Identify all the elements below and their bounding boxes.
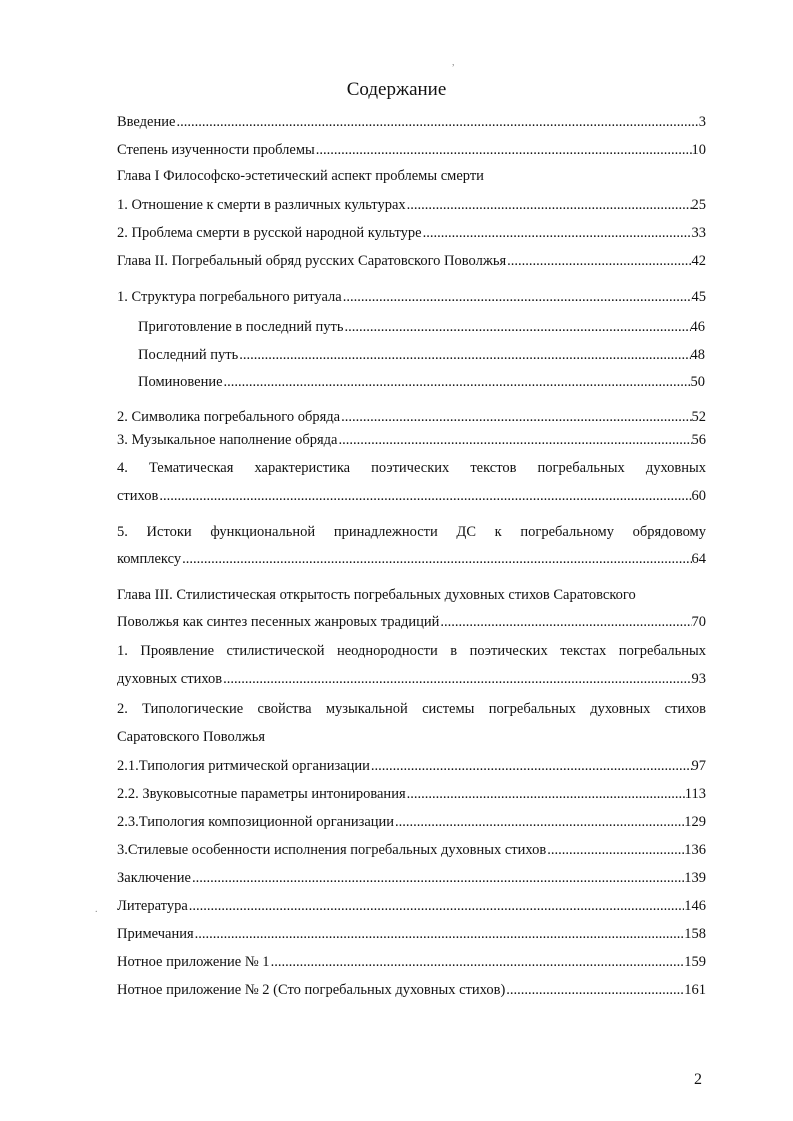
toc-entry: 1. Отношение к смерти в различных культурах ..... 25 — [117, 195, 706, 215]
toc-entry-line2: Саратовского Поволжья — [117, 729, 266, 745]
scan-mark: . — [95, 904, 98, 915]
toc-chapter-heading: Глава III. Стилистическая открытость погребальных духовных стихов Саратовского — [117, 587, 636, 603]
toc-entry: стихов ..... 60 — [117, 486, 706, 506]
toc-entry: Степень изученности проблемы ..... 10 — [117, 140, 706, 160]
toc-entry-line1: 5. Истоки функциональной принадлежности ДС к погребальному обрядовому — [117, 524, 706, 540]
toc-entry: 2. Символика погребального обряда ..... 52 — [117, 407, 706, 427]
toc-entry: 1. Структура погребального ритуала ..... 45 — [117, 287, 706, 307]
toc-subentry: Поминовение ..... 50 — [138, 372, 705, 392]
toc-entry: Примечания ..... 158 — [117, 924, 706, 944]
toc-entry: 3. Музыкальное наполнение обряда ..... 56 — [117, 430, 706, 450]
toc-subentry: Приготовление в последний путь ..... 46 — [138, 317, 705, 337]
scan-mark: , — [452, 57, 455, 68]
toc-entry: Заключение ..... 139 — [117, 868, 706, 888]
toc-entry: 2.1.Типология ритмической организации ..... 97 — [117, 756, 706, 776]
toc-entry: комплексу ..... 64 — [117, 549, 706, 569]
toc-entry: Введение ..... 3 — [117, 112, 706, 132]
toc-entry: 2.2. Звуковысотные параметры интонирования ..... 113 — [117, 784, 706, 804]
toc-entry: 2.3.Типология композиционной организации ..... 129 — [117, 812, 706, 832]
toc-entry: Литература ..... 146 — [117, 896, 706, 916]
toc-entry: 2. Проблема смерти в русской народной культуре ..... 33 — [117, 223, 706, 243]
page-number: 2 — [694, 1071, 702, 1088]
toc-entry-line1: 4. Тематическая характеристика поэтических текстов погребальных духовных — [117, 460, 706, 476]
toc-chapter-heading: Глава I Философско-эстетический аспект проблемы смерти — [117, 168, 484, 184]
page-title: Содержание — [346, 79, 447, 100]
toc-entry-line1: 2. Типологические свойства музыкальной системы погребальных духовных стихов — [117, 701, 706, 717]
toc-entry: 3.Стилевые особенности исполнения погребальных духовных стихов ..... 136 — [117, 840, 706, 860]
toc-subentry: Последний путь ..... 48 — [138, 345, 705, 365]
toc-entry: Нотное приложение № 1 ..... 159 — [117, 952, 706, 972]
toc-entry: Поволжья как синтез песенных жанровых традиций ..... 70 — [117, 612, 706, 632]
toc-entry: Глава II. Погребальный обряд русских Саратовского Поволжья ..... 42 — [117, 251, 706, 271]
toc-entry: Нотное приложение № 2 (Сто погребальных духовных стихов) ..... 161 — [117, 980, 706, 1000]
toc-entry-line1: 1. Проявление стилистической неоднородности в поэтических текстах погребальных — [117, 643, 706, 659]
toc-entry: духовных стихов ..... 93 — [117, 669, 706, 689]
